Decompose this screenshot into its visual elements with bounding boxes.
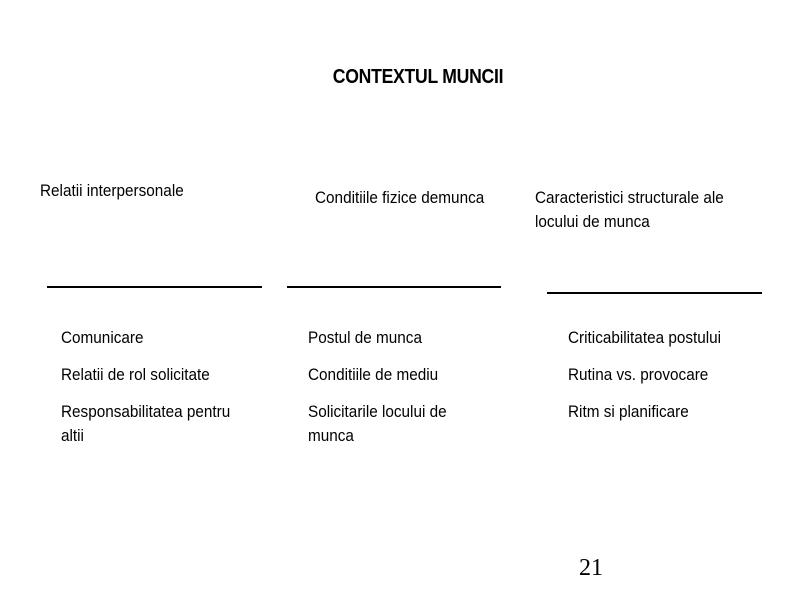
column-heading-caracteristici-structurale: Caracteristici structurale ale locului de munca (535, 188, 724, 231)
slide-title: CONTEXTUL MUNCII (332, 66, 504, 88)
column-list-caracteristici-structurale (568, 326, 775, 437)
list-item: Postul de munca (308, 328, 422, 347)
list-item: Conditiile de mediu (308, 365, 439, 384)
list-item: Rutina vs. provocare (568, 365, 709, 384)
column-list-relatii-interpersonale (61, 326, 250, 461)
column-divider (47, 286, 262, 288)
page-number: 21 (579, 555, 603, 581)
list-item: Solicitarile locului de munca (308, 402, 447, 445)
list-item: Comunicare (61, 328, 144, 347)
column-list-conditiile-fizice (308, 326, 475, 461)
list-item: Relatii de rol solicitate (61, 365, 210, 384)
column-heading-conditiile-fizice: Conditiile fizice demunca (315, 188, 485, 207)
list-item: Criticabilitatea postului (568, 328, 722, 347)
column-divider (287, 286, 501, 288)
column-divider (547, 292, 762, 294)
list-item: Ritm si planificare (568, 402, 689, 421)
list-item: Responsabilitatea pentru altii (61, 402, 231, 445)
column-heading-relatii-interpersonale: Relatii interpersonale (40, 181, 184, 200)
